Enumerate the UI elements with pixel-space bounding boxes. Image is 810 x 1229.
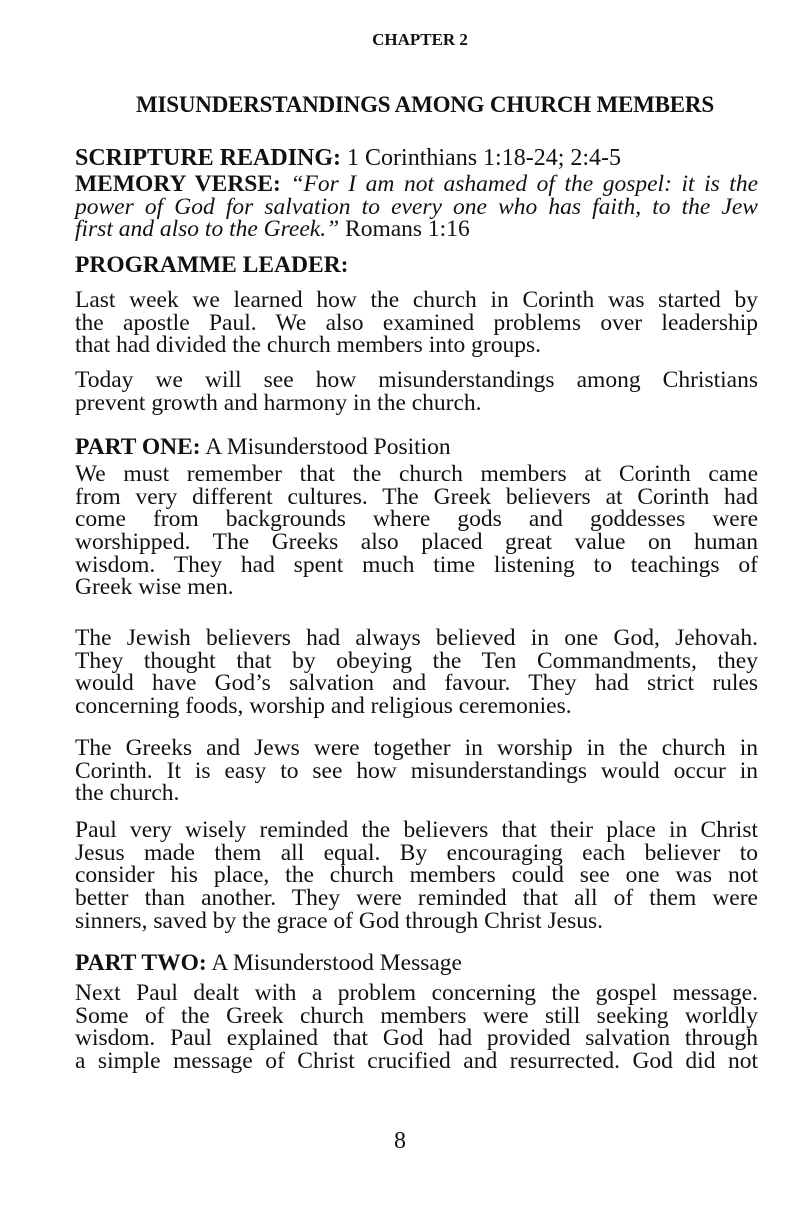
text-line: the church.: [75, 780, 180, 807]
programme-leader-heading: PROGRAMME LEADER:: [75, 252, 349, 278]
memory-label: MEMORY VERSE:: [75, 171, 281, 197]
paragraph: [75, 982, 758, 1073]
paragraph: [75, 289, 758, 357]
text-line: would have God’s salvation and favour. They had strict rules: [75, 670, 758, 697]
paragraph: [75, 819, 758, 932]
text-line: The Greeks and Jews were together in worship in the church in: [75, 735, 758, 761]
text-line: prevent growth and harmony in the church.: [75, 389, 482, 416]
text-line: sinners, saved by the grace of God through Christ Jesus.: [75, 907, 604, 934]
part-one-label: PART ONE:: [75, 434, 201, 460]
text-line: worshipped. The Greeks also placed great value on human: [75, 529, 758, 556]
text-line: We must remember that the church members at Corinth came: [75, 461, 758, 487]
scripture-reading: [75, 147, 758, 170]
paragraph: [75, 627, 758, 718]
page-number: 8: [394, 1128, 406, 1154]
text-line: the apostle Paul. We also examined problems over leadership: [75, 309, 758, 336]
part-two-label: PART TWO:: [75, 950, 207, 976]
text-line: consider his place, the church members could see one was not: [75, 862, 758, 889]
memory-reference: Romans 1:16: [345, 216, 470, 243]
text-line: that had divided the church members into groups.: [75, 332, 541, 359]
paragraph: [75, 369, 758, 414]
text-line: concerning foods, worship and religious ceremonies.: [75, 693, 572, 720]
text-line: The Jewish believers had always believed in one God, Jehovah.: [75, 625, 758, 651]
paragraph: [75, 737, 758, 805]
text-line: Today we will see how misunderstandings among Christians: [75, 367, 758, 393]
part-two-heading: [75, 952, 758, 975]
text-line: Last week we learned how the church in Corinth was started by: [75, 287, 758, 313]
text-line: Paul very wisely reminded the believers that their place in Christ: [75, 817, 758, 843]
scripture-text: 1 Corinthians 1:18-24; 2:4-5: [347, 145, 622, 171]
text-line: wisdom. They had spent much time listening to teachings of: [75, 551, 758, 578]
page-title: MISUNDERSTANDINGS AMONG CHURCH MEMBERS: [136, 92, 714, 117]
part-one-title: A Misunderstood Position: [205, 434, 451, 460]
memory-line: first and also to the Greek.”: [75, 216, 340, 243]
text-line: wisdom. Paul explained that God had provided salvation through: [75, 1025, 758, 1052]
text-line: better than another. They were reminded that all of them were: [75, 885, 758, 912]
memory-line: “For I am not ashamed of the gospel: it is the: [290, 171, 758, 197]
memory-line: power of God for salvation to every one who has faith, to the Jew: [75, 193, 758, 220]
text-line: Next Paul dealt with a problem concerning the gospel message.: [75, 980, 758, 1006]
text-line: come from backgrounds where gods and goddesses were: [75, 506, 758, 533]
memory-verse: [75, 173, 758, 241]
scripture-label: SCRIPTURE READING:: [75, 145, 342, 171]
chapter-label: CHAPTER 2: [372, 30, 468, 49]
text-line: a simple message of Christ crucified and resurrected. God did not: [75, 1048, 758, 1075]
text-line: Some of the Greek church members were still seeking worldly: [75, 1002, 758, 1029]
paragraph: [75, 463, 758, 599]
part-two-title: A Misunderstood Message: [211, 950, 462, 976]
text-line: They thought that by obeying the Ten Commandments, they: [75, 647, 758, 674]
text-line: Greek wise men.: [75, 574, 234, 601]
text-line: Corinth. It is easy to see how misunderstandings would occur in: [75, 757, 758, 784]
text-line: from very different cultures. The Greek believers at Corinth had: [75, 483, 758, 510]
text-line: Jesus made them all equal. By encouraging each believer to: [75, 839, 758, 866]
part-one-heading: [75, 436, 758, 459]
